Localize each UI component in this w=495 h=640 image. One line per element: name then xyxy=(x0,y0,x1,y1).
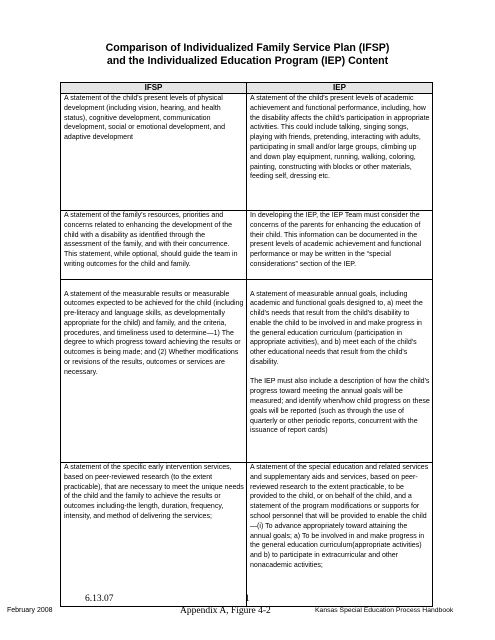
iep-cell: A statement of the child's present levels of academic achievement and functional performance, including, how the disability affects the child's participation in appropriate activities. This could include talking, singing songs, playing with friends, pretending, interacting with adults, participating in small and/or large groups, climbing up and down play equipment, running, walking, coloring, painting, constructing with blocks or other materials, feeding self, dressing etc. xyxy=(247,94,433,211)
iep-cell: In developing the IEP, the IEP Team must consider the concerns of the parents for enhancing the education of their child. This information can be documented in the present levels of academic achievement and functional performance or may be written in the “special considerations” section of the IEP. xyxy=(247,211,433,280)
ifsp-cell-text: A statement of the measurable results or measurable outcomes expected to be achieved for the child (including pre-literacy and language skills, as developmentally appropriate for the child) and family, and the criteria, procedures, and timeliness used to determine—1) The degree to which progress toward achieving the results or outcomes is being made; and (2) Whether modifications or revisions of the results, outcomes or services are necessary. xyxy=(64,290,244,376)
title-line-1: Comparison of Individualized Family Service Plan (IFSP) xyxy=(105,42,390,54)
footer-page-number: 1 xyxy=(245,594,250,604)
table-row xyxy=(61,94,433,211)
footer-left-text: February 2008 xyxy=(7,607,53,614)
column-header-ifsp: IFSP xyxy=(61,83,247,94)
ifsp-cell: A statement of the family's resources, priorities and concerns related to enhancing the development of the child with a disability as identified through the assessment of the family, and with their concurrence. This statement, while optional, should guide the team in writing outcomes for the child and family. xyxy=(61,211,247,280)
iep-cell-extra-text: The IEP must also include a description of how the child's progress toward meeting the annual goals will be measured; and identify when/how child progress on these goals will be reported (such as through the use of quarterly or other periodic reports, concurrent with the issuance of report cards) xyxy=(250,378,430,435)
ifsp-cell: A statement of the specific early intervention services, based on peer-reviewed research (to the extent practicable), that are necessary to meet the unique needs of the child and the family to achieve the results or outcomes including-the length, duration, frequency, intensity, and method of delivering the services; xyxy=(61,463,247,607)
footer-right-text: Kansas Special Education Process Handbook xyxy=(315,607,454,614)
document-title xyxy=(0,42,495,68)
table-header-row xyxy=(61,83,433,94)
footer-date: 6.13.07 xyxy=(85,594,114,604)
iep-cell: A statement of the special education and related services and supplementary aids and services, based on peer-reviewed research to the extent practicable, to be provided to the child, or on behalf of the child, and a statement of the program modifications or supports for school personnel that will be provided to enable the child—(i) To advance appropriately toward attaining the annual goals; a) To be involved in and make progress in the general education curriculum(appropriate activities) and b) to participate in extracurricular and other nonacademic activities; xyxy=(247,463,433,607)
ifsp-cell xyxy=(61,280,247,463)
ifsp-cell: A statement of the child's present levels of physical development (including vision, hearing, and health status), cognitive development, communication development, social or emotional development, and adaptive development xyxy=(61,94,247,211)
column-header-iep: IEP xyxy=(247,83,433,94)
footer-center-text: Appendix A, Figure 4-2 xyxy=(180,606,271,616)
title-line-2: and the Individualized Education Program (IEP) Content xyxy=(106,55,389,67)
iep-cell xyxy=(247,280,433,463)
table-row xyxy=(61,463,433,607)
table-row xyxy=(61,211,433,280)
comparison-table xyxy=(60,82,433,607)
table-row xyxy=(61,280,433,463)
iep-cell-text: A statement of measurable annual goals, including academic and functional goals designed to, a) meet the child's needs that result from the child's disability to enable the child to be involved in and make progress in the general education curriculum (participation in appropriate activities), and b) meet each of the child's other educational needs that result from the child's disability. xyxy=(250,290,423,367)
